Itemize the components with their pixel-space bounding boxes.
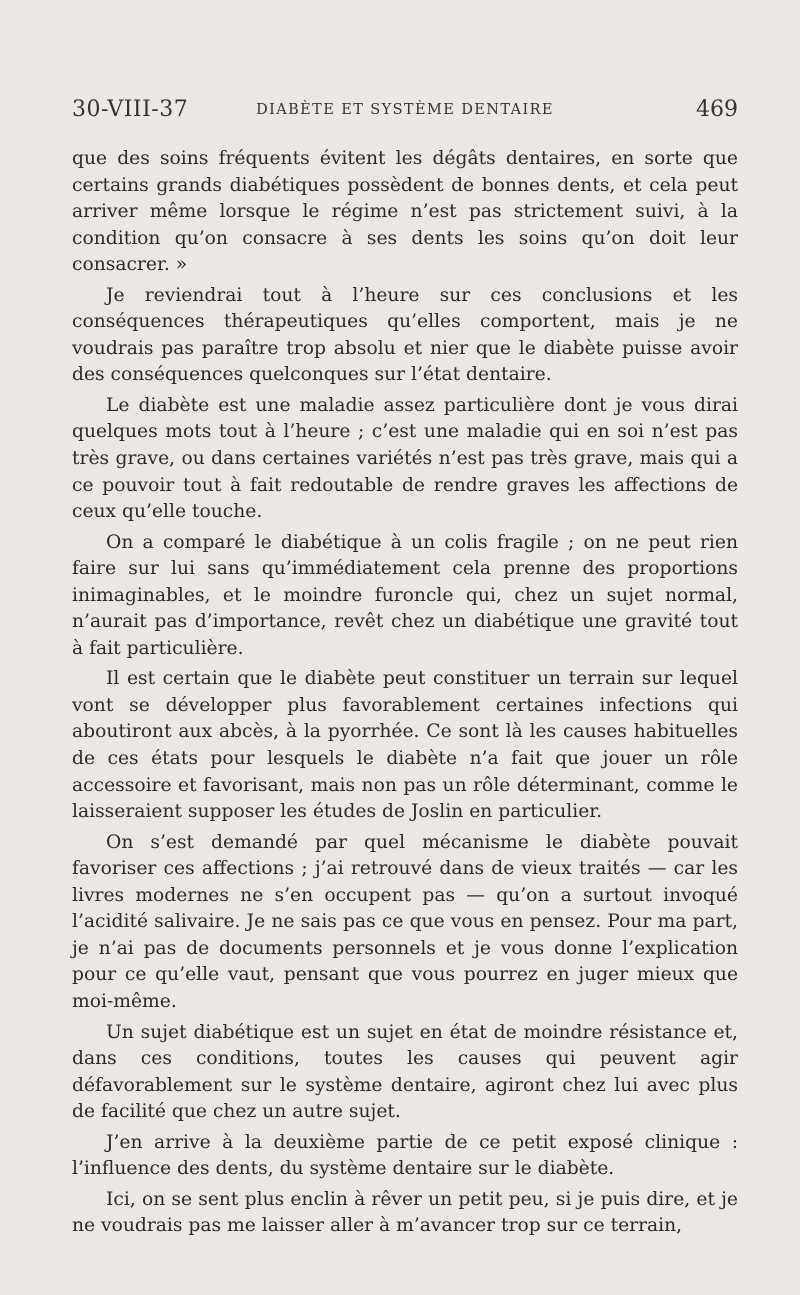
paragraph: On s’est demandé par quel mécanisme le diabète pouvait favoriser ces affections ; j’ai retrouvé dans de vieux traités — car les livres modernes ne s’en occupent pas — qu’on a surtout invoqué l’acidité salivaire. Je ne sais pas ce que vous en pensez. Pour ma part, je n’ai pas de documents personnels et je vous donne l’explication pour ce qu’elle vaut, pensant que vous pourrez en juger mieux que moi-même. (72, 831, 738, 1012)
paragraph: J’en arrive à la deuxième partie de ce petit exposé clinique : l’influence des dents, du système dentaire sur le diabète. (72, 1131, 738, 1180)
paragraph: On a comparé le diabétique à un colis fragile ; on ne peut rien faire sur lui sans qu’immédiatement cela prenne des proportions inimaginables, et le moindre furoncle qui, chez un sujet normal, n’aurait pas d’importance, revêt chez un diabétique une gravité tout à fait particulière. (72, 531, 738, 659)
page-header (72, 97, 738, 127)
paragraph: Il est certain que le diabète peut constituer un terrain sur lequel vont se développer plus favorablement certaines infections qui aboutiront aux abcès, à la pyorrhée. Ce sont là les causes habituelles de ces états pour lesquels le diabète n’a fait que jouer un rôle accessoire et favorisant, mais non pas un rôle déterminant, comme le laisseraient supposer les études de Joslin en particulier. (72, 668, 738, 823)
paragraph-continuation: que des soins fréquents évitent les dégâts dentaires, en sorte que certains grands diabétiques possèdent de bonnes dents, et cela peut arriver même lorsque le régime n’est pas strictement suivi, à la condition qu’on consacre à ses dents les soins qu’on doit leur consacrer. » (72, 148, 738, 276)
page-number: 469 (696, 97, 738, 122)
paragraph: Un sujet diabétique est un sujet en état de moindre résistance et, dans ces conditions, toutes les causes qui peuvent agir défavorablement sur le système dentaire, agiront chez lui avec plus de facilité que chez un autre sujet. (72, 1021, 738, 1123)
paragraph: Je reviendrai tout à l’heure sur ces conclusions et les conséquences thérapeutiques qu’elles comportent, mais je ne voudrais pas paraître trop absolu et nier que le diabète puisse avoir des conséquences quelconques sur l’état dentaire. (72, 284, 738, 386)
header-date: 30-VIII-37 (72, 97, 189, 122)
body-text (72, 146, 738, 1244)
running-title: DIABÈTE ET SYSTÈME DENTAIRE (256, 102, 554, 118)
paragraph: Le diabète est une maladie assez particulière dont je vous dirai quelques mots tout à l’heure ; c’est une maladie qui en soi n’est pas très grave, ou dans certaines variétés n’est pas très grave, mais qui a ce pouvoir tout à fait redoutable de rendre graves les affections de ceux qu’elle touche. (72, 394, 738, 523)
paragraph: Ici, on se sent plus enclin à rêver un petit peu, si je puis dire, et je ne voudrais pas me laisser aller à m’avancer trop sur ce terrain, (72, 1188, 738, 1237)
